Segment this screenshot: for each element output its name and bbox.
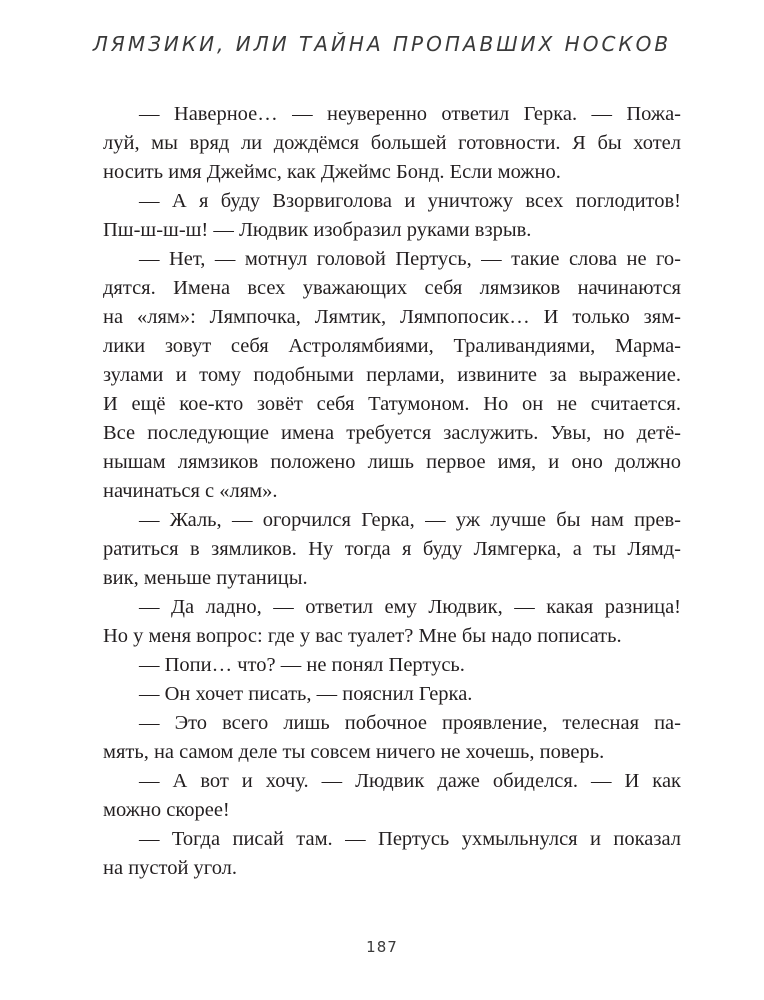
text-line: — Попи… что? — не понял Пертусь. — [139, 654, 465, 676]
text-line: Но у меня вопрос: где у вас туалет? Мне бы надо пописать. — [103, 625, 622, 647]
text-line: — Он хочет писать, — пояснил Герка. — [139, 683, 473, 705]
text-line: на «лям»: Лямпочка, Лямтик, Лямпопосик… И только зям- — [103, 306, 681, 328]
text-line: нышам лямзиков положено лишь первое имя, и оно должно — [103, 451, 681, 473]
text-line: можно скорее! — [103, 799, 230, 821]
running-head: ЛЯМЗИКИ, ИЛИ ТАЙНА ПРОПАВШИХ НОСКОВ — [92, 32, 672, 56]
text-line: начинаться с «лям». — [103, 480, 278, 502]
text-line: — Наверное… — неуверенно ответил Герка. — Пожа- — [139, 103, 681, 125]
text-line: — А я буду Взорвиголова и уничтожу всех поглодитов! — [139, 190, 681, 212]
page-number: 187 — [366, 938, 398, 956]
text-line: Пш-ш-ш-ш! — Людвик изобразил руками взрыв. — [103, 219, 532, 241]
text-line: — Да ладно, — ответил ему Людвик, — какая разница! — [139, 596, 681, 618]
text-line: лики зовут себя Астролямбиями, Траливандиями, Марма- — [103, 335, 681, 357]
text-line: — Жаль, — огорчился Герка, — уж лучше бы нам прев- — [139, 509, 681, 531]
text-line: носить имя Джеймс, как Джеймс Бонд. Если можно. — [103, 161, 561, 183]
text-line: луй, мы вряд ли дождёмся большей готовности. Я бы хотел — [103, 132, 681, 154]
text-line: — Нет, — мотнул головой Пертусь, — такие слова не го- — [139, 248, 681, 270]
text-line: — Тогда писай там. — Пертусь ухмыльнулся и показал — [139, 828, 681, 850]
body-text — [103, 100, 681, 883]
text-line: — Это всего лишь побочное проявление, телесная па- — [139, 712, 681, 734]
text-line: Все последующие имена требуется заслужить. Увы, но детё- — [103, 422, 681, 444]
text-line: ратиться в зямликов. Ну тогда я буду Лямгерка, а ты Лямд- — [103, 538, 681, 560]
text-line: вик, меньше путаницы. — [103, 567, 308, 589]
text-line: — А вот и хочу. — Людвик даже обиделся. — И как — [139, 770, 681, 792]
text-line: на пустой угол. — [103, 857, 238, 879]
text-line: мять, на самом деле ты совсем ничего не хочешь, поверь. — [103, 741, 605, 763]
text-line: дятся. Имена всех уважающих себя лямзиков начинаются — [103, 277, 681, 299]
text-line: И ещё кое-кто зовёт себя Татумоном. Но он не считается. — [103, 393, 681, 415]
text-line: зулами и тому подобными перлами, извините за выражение. — [103, 364, 681, 386]
